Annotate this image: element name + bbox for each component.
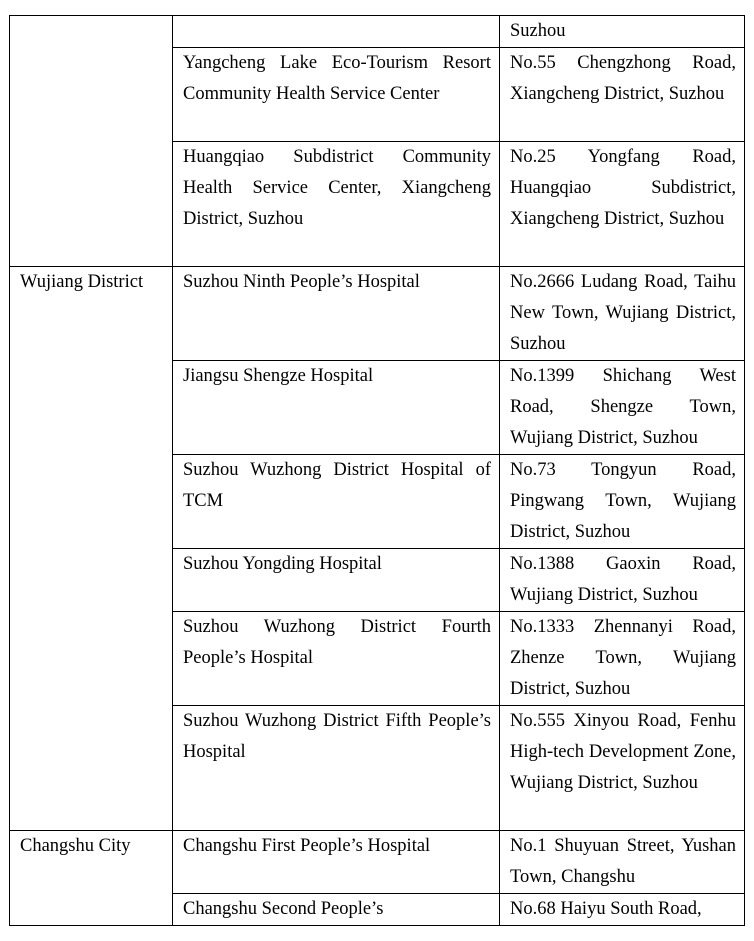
address-cell: No.68 Haiyu South Road, — [500, 894, 745, 926]
address-cell: No.1399 Shichang West Road, Shengze Town, Wujiang District, Suzhou — [500, 361, 745, 455]
hospital-cell: Yangcheng Lake Eco-Tourism Resort Community Health Service Center — [173, 48, 500, 142]
table-row — [10, 267, 745, 361]
district-cell — [10, 16, 173, 267]
hospital-cell: Suzhou Yongding Hospital — [173, 549, 500, 612]
hospital-cell: Changshu First People’s Hospital — [173, 831, 500, 894]
address-cell: No.1388 Gaoxin Road, Wujiang District, Suzhou — [500, 549, 745, 612]
address-cell: No.1 Shuyuan Street, Yushan Town, Changshu — [500, 831, 745, 894]
address-cell: No.555 Xinyou Road, Fenhu High-tech Development Zone, Wujiang District, Suzhou — [500, 706, 745, 831]
district-cell: Wujiang District — [10, 267, 173, 831]
hospital-cell — [173, 16, 500, 48]
address-cell: No.55 Chengzhong Road, Xiangcheng District, Suzhou — [500, 48, 745, 142]
address-cell: Suzhou — [500, 16, 745, 48]
hospital-cell: Huangqiao Subdistrict Community Health Service Center, Xiangcheng District, Suzhou — [173, 142, 500, 267]
hospital-cell: Suzhou Wuzhong District Fifth People’s Hospital — [173, 706, 500, 831]
address-cell: No.2666 Ludang Road, Taihu New Town, Wujiang District, Suzhou — [500, 267, 745, 361]
table-row — [10, 16, 745, 48]
hospital-table — [9, 15, 745, 926]
hospital-cell: Suzhou Wuzhong District Fourth People’s Hospital — [173, 612, 500, 706]
address-cell: No.73 Tongyun Road, Pingwang Town, Wujiang District, Suzhou — [500, 455, 745, 549]
table-row — [10, 831, 745, 894]
district-cell: Changshu City — [10, 831, 173, 926]
address-cell: No.1333 Zhennanyi Road, Zhenze Town, Wujiang District, Suzhou — [500, 612, 745, 706]
address-cell: No.25 Yongfang Road, Huangqiao Subdistrict, Xiangcheng District, Suzhou — [500, 142, 745, 267]
hospital-cell: Suzhou Ninth People’s Hospital — [173, 267, 500, 361]
hospital-cell: Jiangsu Shengze Hospital — [173, 361, 500, 455]
hospital-cell: Suzhou Wuzhong District Hospital of TCM — [173, 455, 500, 549]
hospital-cell: Changshu Second People’s — [173, 894, 500, 926]
